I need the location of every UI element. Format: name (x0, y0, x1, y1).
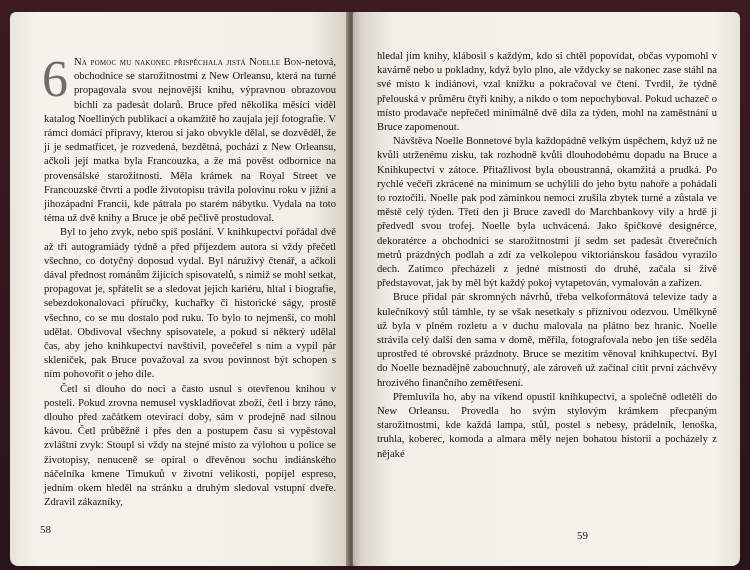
right-page (353, 12, 740, 566)
paragraph: Přemluvila ho, aby na víkend opustil knihkupectví, a společně odletěli do New Orleansu. Provedla ho svým stylovým krámkem přecpaným starožitnostmi, kde každá lampa, stůl, postel s nebesy, prádelník, lenoška, truhla, koberec, komoda a almara měly nejen bohatou historii a pocházely z nějaké (377, 391, 717, 460)
paragraph: Četl si dlouho do noci a často usnul s otevřenou knihou v posteli. Pokud zrovna nemusel vyskladňovat zboží, četl i brzy ráno, dlouho před začátkem otevírací doby, sám v prodejně nad silnou kávou. Četl průběžně i přes den a postupem času si vypěstoval zvláštní zvyk: Stoupl si vždy na stejné místo za výlohou u police se životopisy, nenuceně se opíral o dřevěnou sochu indiánského náčelníka kmene Timukuů v životní velikosti, popíjel espreso, jedním okem hleděl na stránku a druhým sledoval vstupní dveře. Zdravil zákazníky, (44, 383, 336, 509)
opening-paragraph (42, 51, 336, 226)
paragraph: netová, obchodnice se starožitnostmi z New Orleansu, která na turné propagovala svou nejnovější knihu, výpravnou obrazovou bichli za padesát dolarů. Bruce před několika měsíci viděl katalog Noelliných publikací a okamžitě ho zaujala její fotografie. V rámci domácí přípravy, kterou si jako obvykle dělal, se dozvěděl, že jí je sedmatřicet, je rozvedená, bezdětná, pochází z New Orleansu, ačkoli její matka byla Francouzka, a že má pověst odbornice na provensálské starožitnosti. Měla krámek na Royal Street ve Francouzské čtvrti a podle životopisu trávila polovinu roku v jižní a jihozápadní Francii, kde pátrala po starém nábytku. Vydala na toto téma už dvě knihy a Bruce je obě pečlivě prostudoval. (44, 57, 336, 225)
left-page-text (42, 51, 336, 511)
paragraph: Návštěva Noelle Bonnetové byla každopádně velkým úspěchem, když už ne kvůli utrženému zisku, tak rozhodně kvůli dlouhodobému dopadu na Bruce a Knihkupectví v zátoce. Přitažlivost byla oboustranná, okamžitá a prudká. Po rychlé večeři zkrácené na minimum se uchýlili do jeho bytu nahoře a pohádali to roztočili. Noelle pak pod záminkou nemoci zrušila zbytek turné a zůstala ve městě celý týden. Třetí den ji Bruce zavedl do Marchbankovy vily a hrdě jí předvedl svou trofej. Noelle byla uchvácená. Jako špičkové designérce, dekoratérce a obchodnici se starožitnostmi jí sedm set padesát čtverečních metrů prázdných podlah a zdí za velkolepou viktoriánskou fasádou vyrazilo dech. Zatímco přecházeli z jedné místnosti do druhé, začala si živě představovat, jak by měl být každý pokoj vytapetován, vymalován a zařízen. (377, 136, 717, 290)
paragraph: Byl to jeho zvyk, nebo spíš poslání. V knihkupectví pořádal dvě až tři autogramiády týdně a před příjezdem autora si vždy přečetl všechno, co dotyčný doposud vydal. Byl náruživý čtenář, a ačkoli dával přednost románům žijících spisovatelů, s nimiž se mohl setkat, propagovat je, spřátelit se a sledovat jejich kariéru, hltal i biografie, sebezdokonalovací příručky, kuchařky či historické ságy, prostě všechno, co se mu dostalo pod ruku. To bylo to nejmenší, co mohl udělat. Obdivoval všechny spisovatele, a pokud si některý udělal čas, aby jeho knihkupectví navštívil, povečeřel s ním a vypil pár skleniček, pak Bruce považoval za svou povinnost být schopen s ním pohovořit o jeho díle. (44, 227, 336, 381)
right-page-text (377, 50, 717, 462)
drop-cap: 6 (42, 51, 68, 108)
page-number-right: 59 (577, 530, 588, 542)
paragraph: hledal jim knihy, klábosil s každým, kdo si chtěl popovídat, občas vypomohl v kavárně nebo u pokladny, když bylo plno, ale vždycky se nakonec zase stáhl na své místo k indiánovi, vzal knížku a pokračoval ve čtení. Tvrdil, že týdně přelouská v průměru čtyři knihy, a nikdo o tom nepochyboval. Pokud uchazeč o místo prodavače nepřečetl minimálně dvě díla za týden, mohl na zaměstnání u Bruce zapomenout. (377, 51, 717, 134)
paragraph: Bruce přidal pár skromných návrhů, třeba velkoformátová televize tady a kulečníkový stůl támhle, ty se však nesetkaly s příznivou odezvou. Umělkyně už byla v plném rozletu a v duchu malovala na plátno bez hranic. Noelle strávila celý další den sama v domě, měřila, fotografovala nebo jen tiše seděla uprostřed té obrovské prázdnoty. Bruce se mezitím věnoval knihkupectví. Byl do Noelle beznadějně zabouchnutý, ale zároveň už začínal cítit první záchvěvy hrozivého finančního zemětřesení. (377, 292, 717, 389)
page-number-left: 58 (40, 524, 51, 536)
opening-smallcaps: Na pomoc mu nakonec přispěchala jistá Noelle Bon- (74, 57, 306, 68)
left-page (10, 12, 350, 566)
